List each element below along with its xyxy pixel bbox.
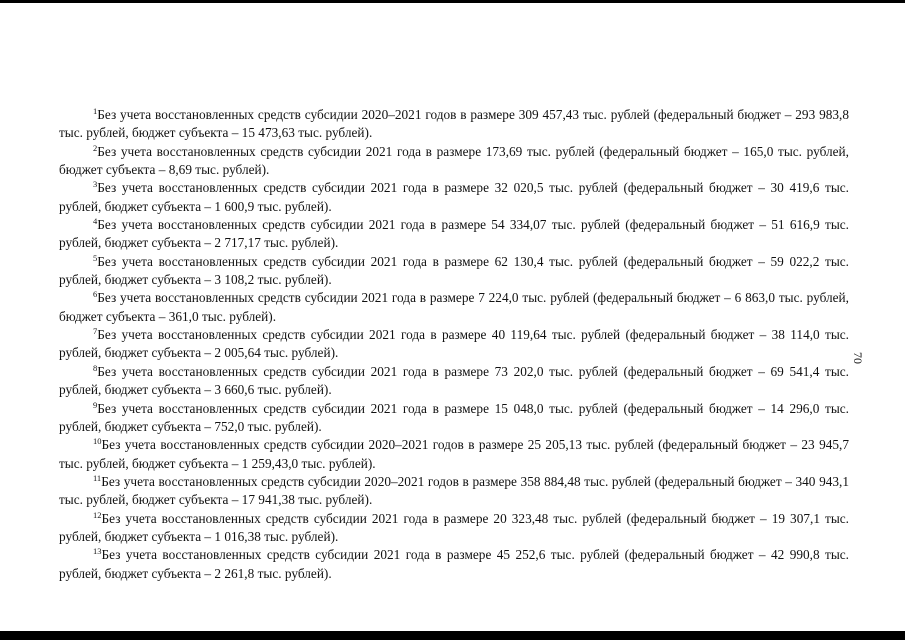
footnote-text: Без учета восстановленных средств субсидии 2021 года в размере 32 020,5 тыс. рублей (федеральный бюджет – 30 419,6 тыс. рублей, бюджет субъекта – 1 600,9 тыс. рублей). xyxy=(59,180,849,214)
footnote-12 xyxy=(59,510,849,547)
footnote-8 xyxy=(59,363,849,400)
footnote-text: Без учета восстановленных средств субсидии 2021 года в размере 7 224,0 тыс. рублей (федеральный бюджет – 6 863,0 тыс. рублей, бюджет субъекта – 361,0 тыс. рублей). xyxy=(59,290,849,324)
footnote-4 xyxy=(59,216,849,253)
footnote-number: 12 xyxy=(93,509,102,520)
footnote-text: Без учета восстановленных средств субсидии 2021 года в размере 62 130,4 тыс. рублей (федеральный бюджет – 59 022,2 тыс. рублей, бюджет субъекта – 3 108,2 тыс. рублей). xyxy=(59,253,849,288)
footnote-1 xyxy=(59,106,849,143)
footnote-text: Без учета восстановленных средств субсидии 2020–2021 годов в размере 309 457,43 тыс. рублей (федеральный бюджет – 293 983,8 тыс. рублей, бюджет субъекта – 15 473,63 тыс. рублей). xyxy=(59,107,849,141)
footnotes-block xyxy=(59,106,849,583)
footnote-number: 7 xyxy=(93,326,98,337)
footnote-number: 3 xyxy=(93,179,98,190)
footnote-13 xyxy=(59,546,849,583)
footnote-9 xyxy=(59,400,849,437)
footnote-5 xyxy=(59,253,849,290)
page-number: 70 xyxy=(851,352,865,364)
footnote-number: 9 xyxy=(93,399,98,410)
footnote-text: Без учета восстановленных средств субсидии 2021 года в размере 173,69 тыс. рублей (федеральный бюджет – 165,0 тыс. рублей, бюджет субъекта – 8,69 тыс. рублей). xyxy=(59,143,849,178)
footnote-text: Без учета восстановленных средств субсидии 2021 года в размере 15 048,0 тыс. рублей (федеральный бюджет – 14 296,0 тыс. рублей, бюджет субъекта – 752,0 тыс. рублей). xyxy=(59,400,849,434)
footnote-number: 6 xyxy=(93,289,98,300)
footnote-number: 1 xyxy=(93,106,98,116)
footnote-2 xyxy=(59,143,849,180)
footnote-text: Без учета восстановленных средств субсидии 2021 года в размере 45 252,6 тыс. рублей (федеральный бюджет – 42 990,8 тыс. рублей, бюджет субъекта – 2 261,8 тыс. рублей). xyxy=(59,547,849,581)
footnote-number: 13 xyxy=(93,546,102,557)
footnote-text: Без учета восстановленных средств субсидии 2020–2021 годов в размере 358 884,48 тыс. рублей (федеральный бюджет – 340 943,1 тыс. рублей, бюджет субъекта – 17 941,38 тыс. рублей). xyxy=(59,473,849,508)
footnote-text: Без учета восстановленных средств субсидии 2021 года в размере 73 202,0 тыс. рублей (федеральный бюджет – 69 541,4 тыс. рублей, бюджет субъекта – 3 660,6 тыс. рублей). xyxy=(59,363,849,398)
footnote-10 xyxy=(59,436,849,473)
footnote-number: 10 xyxy=(93,436,102,447)
footnote-number: 11 xyxy=(93,472,102,483)
footnote-11 xyxy=(59,473,849,510)
scan-top-edge xyxy=(0,0,905,3)
footnote-text: Без учета восстановленных средств субсидии 2021 года в размере 40 119,64 тыс. рублей (федеральный бюджет – 38 114,0 тыс. рублей, бюджет субъекта – 2 005,64 тыс. рублей). xyxy=(59,327,849,361)
scan-bottom-edge xyxy=(0,631,905,640)
footnote-7 xyxy=(59,326,849,363)
footnote-6 xyxy=(59,289,849,326)
footnote-number: 4 xyxy=(93,216,98,227)
footnote-text: Без учета восстановленных средств субсидии 2021 года в размере 20 323,48 тыс. рублей (федеральный бюджет – 19 307,1 тыс. рублей, бюджет субъекта – 1 016,38 тыс. рублей). xyxy=(59,510,849,544)
footnote-number: 5 xyxy=(93,252,98,263)
footnote-number: 8 xyxy=(93,362,98,373)
footnote-3 xyxy=(59,179,849,216)
footnote-text: Без учета восстановленных средств субсидии 2020–2021 годов в размере 25 205,13 тыс. рублей (федеральный бюджет – 23 945,7 тыс. рублей, бюджет субъекта – 1 259,43,0 тыс. рублей). xyxy=(59,437,849,471)
footnote-number: 2 xyxy=(93,142,98,153)
footnote-text: Без учета восстановленных средств субсидии 2021 года в размере 54 334,07 тыс. рублей (федеральный бюджет – 51 616,9 тыс. рублей, бюджет субъекта – 2 717,17 тыс. рублей). xyxy=(59,217,849,251)
